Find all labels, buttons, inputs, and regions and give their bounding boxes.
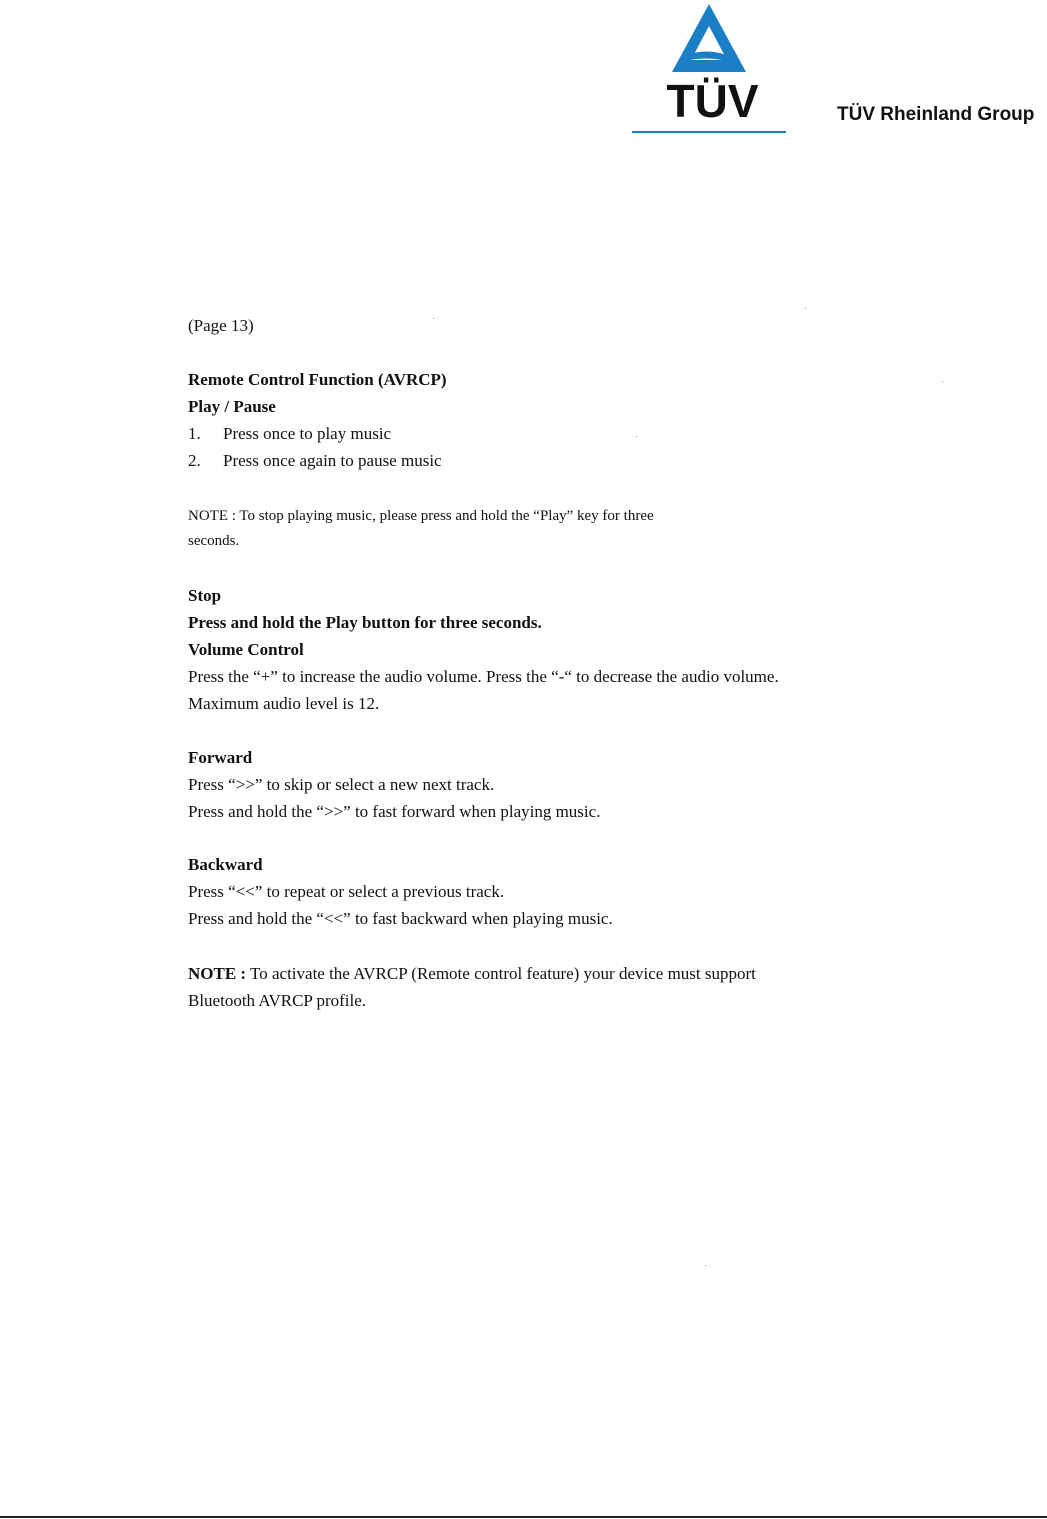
backward-heading: Backward	[188, 855, 263, 874]
volume-line1: Press the “+” to increase the audio volume. Press the “-“ to decrease the audio volume.	[188, 667, 779, 686]
scan-speck	[433, 318, 434, 319]
tuv-logo-wordmark: TÜV	[666, 75, 759, 127]
final-note-line2: Bluetooth AVRCP profile.	[188, 991, 367, 1010]
logo-underline	[632, 131, 786, 133]
list-item-text: Press once again to pause music	[223, 451, 442, 470]
play-pause-heading: Play / Pause	[188, 397, 276, 416]
list-item	[188, 451, 442, 471]
stop-heading: Stop	[188, 586, 222, 605]
forward-heading: Forward	[188, 748, 253, 767]
forward-line2: Press and hold the “>>” to fast forward when playing music.	[188, 802, 601, 821]
list-item-number: 2.	[188, 451, 201, 470]
scan-speck	[942, 381, 943, 382]
play-note-line2: seconds.	[188, 533, 240, 549]
volume-heading: Volume Control	[188, 640, 304, 659]
forward-line1: Press “>>” to skip or select a new next track.	[188, 775, 495, 794]
scan-speck	[805, 308, 806, 309]
list-item	[188, 424, 391, 444]
backward-line2: Press and hold the “<<” to fast backward when playing music.	[188, 909, 613, 928]
page-reference: (Page 13)	[188, 316, 254, 335]
scan-speck	[705, 1265, 706, 1266]
list-item-text: Press once to play music	[223, 424, 392, 443]
backward-line1: Press “<<” to repeat or select a previous track.	[188, 882, 505, 901]
section-title: Remote Control Function (AVRCP)	[188, 370, 447, 389]
play-note-line1: NOTE : To stop playing music, please press and hold the “Play” key for three	[188, 508, 654, 524]
final-note-line1	[188, 964, 756, 984]
tuv-triangle-logo-icon	[670, 2, 748, 74]
volume-line2: Maximum audio level is 12.	[188, 694, 380, 713]
scan-speck	[636, 436, 637, 437]
list-item-number: 1.	[188, 424, 201, 443]
footer-rule	[0, 1516, 1047, 1518]
group-name: TÜV Rheinland Group	[837, 104, 1035, 125]
stop-text: Press and hold the Play button for three seconds.	[188, 613, 542, 632]
final-note-text: To activate the AVRCP (Remote control feature) your device must support	[246, 964, 756, 983]
final-note-label: NOTE :	[188, 964, 247, 983]
